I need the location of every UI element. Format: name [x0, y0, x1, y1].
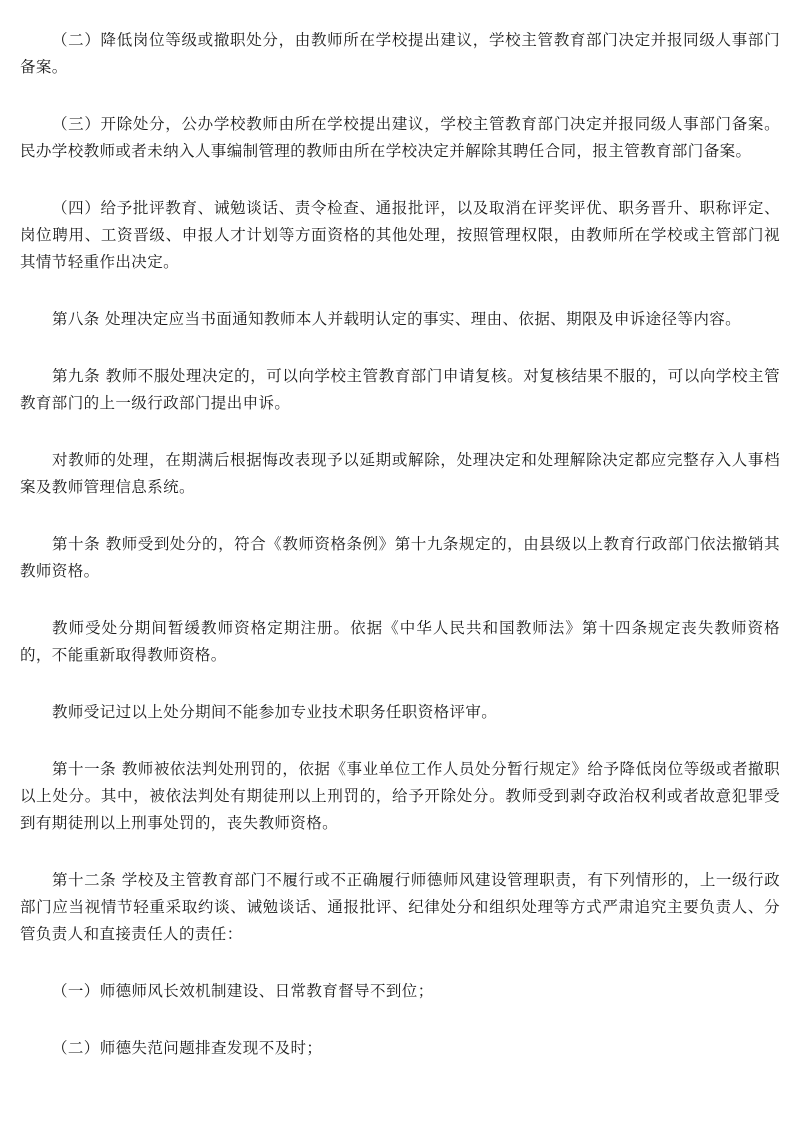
- paragraph-expulsion-procedure: （三）开除处分，公办学校教师由所在学校提出建议，学校主管教育部门决定并报同级人事部门备案。民办学校教师或者未纳入人事编制管理的教师由所在学校决定并解除其聘任合同，报主管教育部门备案。: [20, 115, 780, 160]
- paragraph-other-handling-procedure: （四）给予批评教育、诫勉谈话、责令检查、通报批评，以及取消在评奖评优、职务晋升、职称评定、岗位聘用、工资晋级、申报人才计划等方面资格的其他处理，按照管理权限，由教师所在学校或主管部门视其情节轻重作出决定。: [20, 199, 780, 271]
- paragraph-qualification-registration: 教师受处分期间暂缓教师资格定期注册。依据《中华人民共和国教师法》第十四条规定丧失教师资格的，不能重新取得教师资格。: [20, 619, 780, 664]
- document-page: [20, 27, 780, 1062]
- paragraph-article-8: 第八条 处理决定应当书面通知教师本人并载明认定的事实、理由、依据、期限及申诉途径等内容。: [52, 310, 742, 328]
- paragraph-item-2: （二）师德失范问题排查发现不及时；: [52, 1039, 323, 1057]
- paragraph-article-11: 第十一条 教师被依法判处刑罚的，依据《事业单位工作人员处分暂行规定》给予降低岗位等级或者撤职以上处分。其中，被依法判处有期徒刑以上刑罚的，给予开除处分。教师受到剥夺政治权利或者故意犯罪受到有期徒刑以上刑事处罚的，丧失教师资格。: [20, 760, 780, 832]
- paragraph-article-10: 第十条 教师受到处分的，符合《教师资格条例》第十九条规定的，由县级以上教育行政部门依法撤销其教师资格。: [20, 535, 780, 580]
- paragraph-title-review-restriction: 教师受记过以上处分期间不能参加专业技术职务任职资格评审。: [52, 703, 498, 721]
- paragraph-item-1: （一）师德师风长效机制建设、日常教育督导不到位；: [52, 982, 434, 1000]
- paragraph-article-9: 第九条 教师不服处理决定的，可以向学校主管教育部门申请复核。对复核结果不服的，可以向学校主管教育部门的上一级行政部门提出申诉。: [20, 367, 780, 412]
- paragraph-article-12: 第十二条 学校及主管教育部门不履行或不正确履行师德师风建设管理职责，有下列情形的，上一级行政部门应当视情节轻重采取约谈、诫勉谈话、通报批评、纪律处分和组织处理等方式严肃追究主要负责人、分管负责人和直接责任人的责任：: [20, 871, 780, 943]
- paragraph-demotion-dismissal-procedure: （二）降低岗位等级或撤职处分，由教师所在学校提出建议，学校主管教育部门决定并报同级人事部门备案。: [20, 31, 780, 76]
- paragraph-handling-after-term: 对教师的处理，在期满后根据悔改表现予以延期或解除，处理决定和处理解除决定都应完整存入人事档案及教师管理信息系统。: [20, 451, 780, 496]
